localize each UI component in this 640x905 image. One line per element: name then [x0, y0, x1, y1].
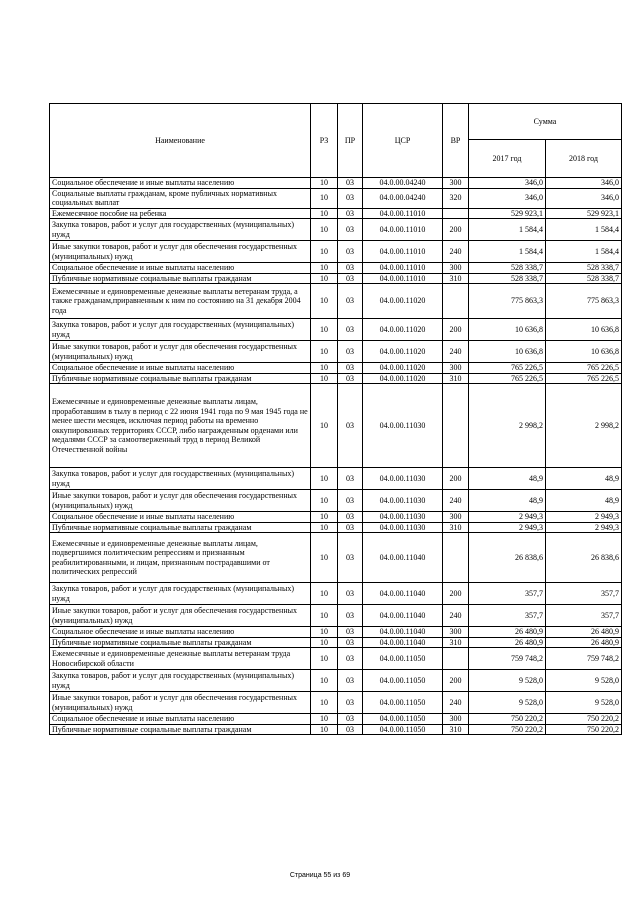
row-value-2017: 357,7	[469, 583, 546, 605]
row-vr: 310	[443, 273, 469, 284]
header-rz: РЗ	[311, 104, 338, 178]
row-value-2018: 346,0	[546, 178, 622, 189]
row-value-2018: 48,9	[546, 490, 622, 512]
row-name: Ежемесячные и единовременные денежные выплаты ветеранам труда Новосибирской области	[50, 648, 311, 670]
table-row	[50, 178, 622, 189]
row-vr: 240	[443, 490, 469, 512]
table-row	[50, 263, 622, 274]
row-name: Публичные нормативные социальные выплаты гражданам	[50, 373, 311, 384]
row-pr: 03	[338, 263, 363, 274]
row-rz: 10	[311, 468, 338, 490]
row-name: Иные закупки товаров, работ и услуг для обеспечения государственных (муниципальных) нужд	[50, 692, 311, 714]
row-csr: 04.0.00.11030	[363, 468, 443, 490]
row-name: Публичные нормативные социальные выплаты гражданам	[50, 724, 311, 735]
row-value-2017: 346,0	[469, 178, 546, 189]
table-row	[50, 637, 622, 648]
row-vr: 310	[443, 373, 469, 384]
table-row	[50, 319, 622, 341]
table-row	[50, 341, 622, 363]
table-row-section	[50, 208, 622, 219]
table-row-section	[50, 648, 622, 670]
row-pr: 03	[338, 468, 363, 490]
row-csr: 04.0.00.11040	[363, 583, 443, 605]
row-name: Социальные выплаты гражданам, кроме публичных нормативных социальных выплат	[50, 188, 311, 208]
row-value-2017: 765 226,5	[469, 373, 546, 384]
row-rz: 10	[311, 384, 338, 468]
row-vr	[443, 533, 469, 583]
row-vr: 300	[443, 714, 469, 725]
row-name: Иные закупки товаров, работ и услуг для обеспечения государственных (муниципальных) нужд	[50, 605, 311, 627]
row-name: Иные закупки товаров, работ и услуг для обеспечения государственных (муниципальных) нужд	[50, 341, 311, 363]
row-value-2018: 775 863,3	[546, 284, 622, 319]
row-vr: 200	[443, 219, 469, 241]
row-value-2017: 10 636,8	[469, 341, 546, 363]
row-csr: 04.0.00.11030	[363, 384, 443, 468]
row-name: Социальное обеспечение и иные выплаты населению	[50, 363, 311, 374]
row-csr: 04.0.00.11040	[363, 533, 443, 583]
row-pr: 03	[338, 670, 363, 692]
row-value-2018: 26 480,9	[546, 637, 622, 648]
row-value-2018: 2 949,3	[546, 522, 622, 533]
row-name: Закупка товаров, работ и услуг для государственных (муниципальных) нужд	[50, 319, 311, 341]
header-csr: ЦСР	[363, 104, 443, 178]
row-value-2018: 26 838,6	[546, 533, 622, 583]
row-pr: 03	[338, 319, 363, 341]
row-value-2018: 10 636,8	[546, 341, 622, 363]
table-body	[50, 178, 622, 735]
row-value-2018: 750 220,2	[546, 714, 622, 725]
row-name: Публичные нормативные социальные выплаты гражданам	[50, 273, 311, 284]
page-number: Страница 55 из 69	[289, 872, 351, 879]
row-csr: 04.0.00.11020	[363, 319, 443, 341]
row-value-2017: 529 923,1	[469, 208, 546, 219]
row-pr: 03	[338, 605, 363, 627]
row-value-2017: 775 863,3	[469, 284, 546, 319]
row-rz: 10	[311, 490, 338, 512]
row-vr: 240	[443, 341, 469, 363]
row-pr: 03	[338, 490, 363, 512]
row-pr: 03	[338, 188, 363, 208]
row-csr: 04.0.00.11050	[363, 670, 443, 692]
row-pr: 03	[338, 341, 363, 363]
row-name: Социальное обеспечение и иные выплаты населению	[50, 714, 311, 725]
row-value-2017: 750 220,2	[469, 724, 546, 735]
table-row	[50, 692, 622, 714]
row-vr: 300	[443, 363, 469, 374]
row-value-2017: 765 226,5	[469, 363, 546, 374]
row-vr: 300	[443, 263, 469, 274]
row-pr: 03	[338, 583, 363, 605]
row-pr: 03	[338, 373, 363, 384]
row-rz: 10	[311, 188, 338, 208]
table-row	[50, 219, 622, 241]
row-name: Закупка товаров, работ и услуг для государственных (муниципальных) нужд	[50, 468, 311, 490]
row-rz: 10	[311, 363, 338, 374]
row-value-2017: 2 949,3	[469, 512, 546, 523]
row-pr: 03	[338, 724, 363, 735]
row-rz: 10	[311, 319, 338, 341]
row-csr: 04.0.00.11020	[363, 373, 443, 384]
row-rz: 10	[311, 670, 338, 692]
row-value-2018: 357,7	[546, 605, 622, 627]
row-vr	[443, 208, 469, 219]
row-csr: 04.0.00.11030	[363, 522, 443, 533]
row-pr: 03	[338, 637, 363, 648]
row-name: Социальное обеспечение и иные выплаты населению	[50, 512, 311, 523]
row-csr: 04.0.00.11050	[363, 648, 443, 670]
row-csr: 04.0.00.11010	[363, 208, 443, 219]
table-row	[50, 627, 622, 638]
table-row	[50, 273, 622, 284]
row-vr: 310	[443, 637, 469, 648]
header-sum: Сумма	[469, 104, 622, 140]
row-csr: 04.0.00.11010	[363, 241, 443, 263]
header-2018: 2018 год	[546, 140, 622, 178]
header-pr: ПР	[338, 104, 363, 178]
row-name: Ежемесячные и единовременные денежные выплаты лицам, проработавшим в тылу в период с 22 июня 1941 года по 9 мая 1945 года не менее шести месяцев, исключая период работы на временно оккупированных территориях СССР, либо награжденным орденами или медалями СССР за самоотверженный труд в период Великой Отечественной войны	[50, 384, 311, 468]
row-name: Ежемесячные и единовременные денежные выплаты лицам, подвергшимся политическим репрессиям и признанным реабилитированными, и лицам, признанным пострадавшими от политических репрессий	[50, 533, 311, 583]
row-value-2018: 346,0	[546, 188, 622, 208]
row-value-2017: 346,0	[469, 188, 546, 208]
row-csr: 04.0.00.04240	[363, 178, 443, 189]
row-vr: 310	[443, 522, 469, 533]
row-csr: 04.0.00.11020	[363, 284, 443, 319]
row-vr: 200	[443, 468, 469, 490]
row-csr: 04.0.00.11010	[363, 273, 443, 284]
row-value-2017: 48,9	[469, 490, 546, 512]
row-vr	[443, 284, 469, 319]
row-name: Иные закупки товаров, работ и услуг для обеспечения государственных (муниципальных) нужд	[50, 241, 311, 263]
row-value-2017: 1 584,4	[469, 219, 546, 241]
row-csr: 04.0.00.11050	[363, 692, 443, 714]
row-pr: 03	[338, 648, 363, 670]
row-value-2017: 26 838,6	[469, 533, 546, 583]
row-vr	[443, 384, 469, 468]
row-value-2018: 528 338,7	[546, 273, 622, 284]
row-name: Закупка товаров, работ и услуг для государственных (муниципальных) нужд	[50, 670, 311, 692]
row-vr: 320	[443, 188, 469, 208]
row-pr: 03	[338, 208, 363, 219]
row-csr: 04.0.00.11050	[363, 714, 443, 725]
row-pr: 03	[338, 533, 363, 583]
table-row-section	[50, 533, 622, 583]
row-rz: 10	[311, 373, 338, 384]
row-rz: 10	[311, 605, 338, 627]
table-row	[50, 670, 622, 692]
table-row	[50, 490, 622, 512]
row-pr: 03	[338, 692, 363, 714]
row-pr: 03	[338, 512, 363, 523]
row-name: Публичные нормативные социальные выплаты гражданам	[50, 522, 311, 533]
row-rz: 10	[311, 692, 338, 714]
table-row	[50, 714, 622, 725]
header-name: Наименование	[50, 104, 311, 178]
table-row	[50, 363, 622, 374]
row-csr: 04.0.00.11030	[363, 512, 443, 523]
row-vr: 300	[443, 178, 469, 189]
row-value-2017: 759 748,2	[469, 648, 546, 670]
row-rz: 10	[311, 273, 338, 284]
row-value-2017: 528 338,7	[469, 273, 546, 284]
row-value-2017: 9 528,0	[469, 670, 546, 692]
row-rz: 10	[311, 208, 338, 219]
row-vr: 300	[443, 627, 469, 638]
row-pr: 03	[338, 273, 363, 284]
header-2017: 2017 год	[469, 140, 546, 178]
row-name: Иные закупки товаров, работ и услуг для обеспечения государственных (муниципальных) нужд	[50, 490, 311, 512]
row-value-2017: 9 528,0	[469, 692, 546, 714]
row-vr: 240	[443, 605, 469, 627]
row-rz: 10	[311, 627, 338, 638]
row-rz: 10	[311, 583, 338, 605]
row-rz: 10	[311, 341, 338, 363]
row-pr: 03	[338, 627, 363, 638]
row-csr: 04.0.00.11040	[363, 637, 443, 648]
row-vr: 200	[443, 583, 469, 605]
row-value-2018: 1 584,4	[546, 219, 622, 241]
row-value-2017: 528 338,7	[469, 263, 546, 274]
header-vr: ВР	[443, 104, 469, 178]
row-csr: 04.0.00.11030	[363, 490, 443, 512]
row-rz: 10	[311, 512, 338, 523]
table-row	[50, 724, 622, 735]
row-pr: 03	[338, 363, 363, 374]
row-value-2018: 759 748,2	[546, 648, 622, 670]
row-rz: 10	[311, 533, 338, 583]
row-rz: 10	[311, 724, 338, 735]
row-name: Социальное обеспечение и иные выплаты населению	[50, 178, 311, 189]
row-rz: 10	[311, 219, 338, 241]
row-value-2018: 26 480,9	[546, 627, 622, 638]
row-rz: 10	[311, 522, 338, 533]
table-row	[50, 241, 622, 263]
table-row	[50, 583, 622, 605]
row-value-2018: 765 226,5	[546, 363, 622, 374]
row-rz: 10	[311, 284, 338, 319]
row-csr: 04.0.00.11020	[363, 341, 443, 363]
table-row-section	[50, 384, 622, 468]
row-value-2018: 2 998,2	[546, 384, 622, 468]
row-value-2018: 528 338,7	[546, 263, 622, 274]
row-csr: 04.0.00.11040	[363, 605, 443, 627]
row-value-2017: 357,7	[469, 605, 546, 627]
row-pr: 03	[338, 714, 363, 725]
row-vr: 200	[443, 319, 469, 341]
row-pr: 03	[338, 522, 363, 533]
row-name: Закупка товаров, работ и услуг для государственных (муниципальных) нужд	[50, 219, 311, 241]
budget-table	[49, 103, 622, 735]
row-pr: 03	[338, 178, 363, 189]
row-rz: 10	[311, 648, 338, 670]
row-vr	[443, 648, 469, 670]
row-value-2017: 26 480,9	[469, 637, 546, 648]
row-vr: 240	[443, 692, 469, 714]
table-row	[50, 605, 622, 627]
row-vr: 240	[443, 241, 469, 263]
row-csr: 04.0.00.11010	[363, 219, 443, 241]
row-csr: 04.0.00.11010	[363, 263, 443, 274]
table-row	[50, 468, 622, 490]
row-value-2018: 1 584,4	[546, 241, 622, 263]
row-value-2017: 48,9	[469, 468, 546, 490]
row-name: Социальное обеспечение и иные выплаты населению	[50, 627, 311, 638]
table-row	[50, 512, 622, 523]
row-vr: 300	[443, 512, 469, 523]
row-value-2018: 750 220,2	[546, 724, 622, 735]
row-value-2018: 9 528,0	[546, 692, 622, 714]
row-value-2018: 529 923,1	[546, 208, 622, 219]
row-rz: 10	[311, 263, 338, 274]
row-value-2018: 48,9	[546, 468, 622, 490]
row-name: Ежемесячное пособие на ребенка	[50, 208, 311, 219]
row-vr: 200	[443, 670, 469, 692]
row-name: Закупка товаров, работ и услуг для государственных (муниципальных) нужд	[50, 583, 311, 605]
row-pr: 03	[338, 384, 363, 468]
row-value-2017: 10 636,8	[469, 319, 546, 341]
row-pr: 03	[338, 241, 363, 263]
row-csr: 04.0.00.11020	[363, 363, 443, 374]
row-name: Социальное обеспечение и иные выплаты населению	[50, 263, 311, 274]
row-pr: 03	[338, 284, 363, 319]
row-csr: 04.0.00.11040	[363, 627, 443, 638]
row-value-2017: 1 584,4	[469, 241, 546, 263]
row-value-2018: 2 949,3	[546, 512, 622, 523]
row-value-2018: 9 528,0	[546, 670, 622, 692]
row-value-2018: 10 636,8	[546, 319, 622, 341]
row-value-2018: 765 226,5	[546, 373, 622, 384]
table-row	[50, 522, 622, 533]
row-pr: 03	[338, 219, 363, 241]
row-csr: 04.0.00.04240	[363, 188, 443, 208]
row-rz: 10	[311, 714, 338, 725]
row-name: Ежемесячные и единовременные денежные выплаты ветеранам труда, а также гражданам,приравненным к ним по состоянию на 31 декабря 2004 года	[50, 284, 311, 319]
row-name: Публичные нормативные социальные выплаты гражданам	[50, 637, 311, 648]
table-row	[50, 373, 622, 384]
table-row	[50, 188, 622, 208]
row-value-2017: 26 480,9	[469, 627, 546, 638]
row-csr: 04.0.00.11050	[363, 724, 443, 735]
row-value-2017: 2 998,2	[469, 384, 546, 468]
row-value-2017: 2 949,3	[469, 522, 546, 533]
row-value-2018: 357,7	[546, 583, 622, 605]
row-rz: 10	[311, 178, 338, 189]
row-vr: 310	[443, 724, 469, 735]
table-row-section	[50, 284, 622, 319]
row-rz: 10	[311, 637, 338, 648]
row-value-2017: 750 220,2	[469, 714, 546, 725]
row-rz: 10	[311, 241, 338, 263]
